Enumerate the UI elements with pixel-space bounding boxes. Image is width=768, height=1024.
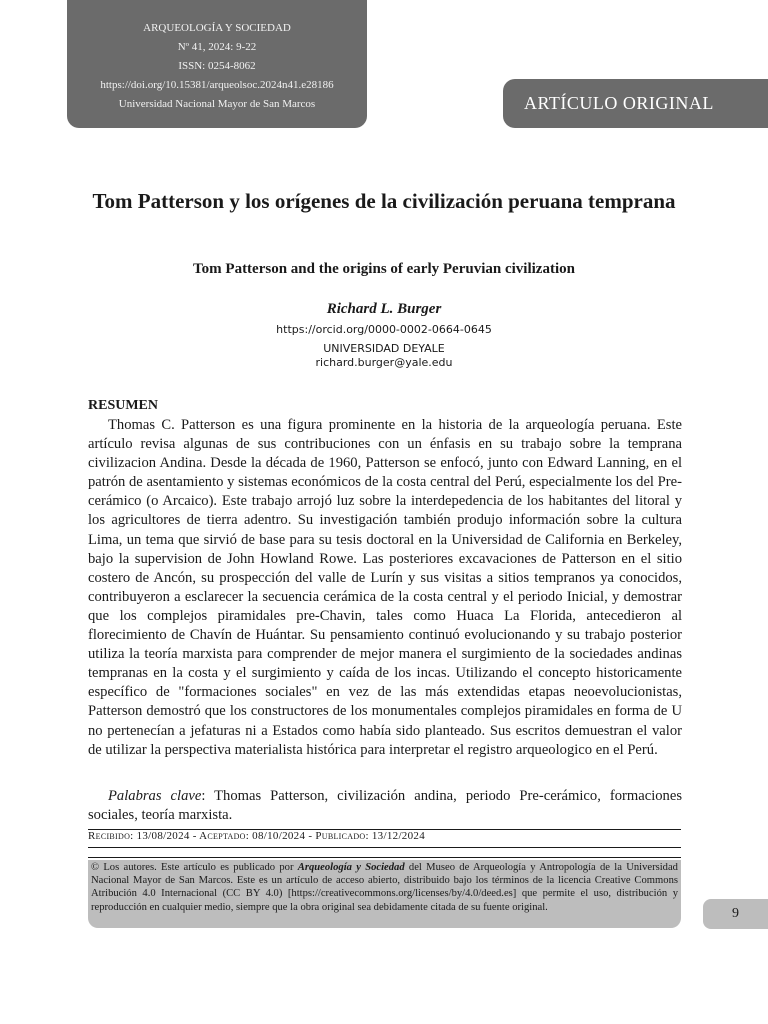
abstract-heading: RESUMEN xyxy=(88,398,159,413)
article-title-english: Tom Patterson and the origins of early Peruvian civilization xyxy=(193,261,575,277)
license-divider xyxy=(88,857,681,858)
keywords-label: Palabras clave xyxy=(108,788,202,804)
license-box xyxy=(88,860,681,928)
journal-issue: Nº 41, 2024: 9-22 xyxy=(177,41,257,53)
keywords-paragraph xyxy=(88,787,682,825)
journal-name: ARQUEOLOGÍA Y SOCIEDAD xyxy=(143,22,291,34)
middle-divider xyxy=(88,847,681,848)
keywords-text: : Thomas Patterson, civilización andina, periodo Pre-cerámico, formaciones sociales, teoría marxista. xyxy=(88,788,682,823)
author-orcid-link[interactable]: https://orcid.org/0000-0002-0664-0645 xyxy=(276,323,492,336)
author-affiliation: UNIVERSIDAD DEYALE xyxy=(323,342,445,355)
abstract-text: Thomas C. Patterson es una figura prominente en la historia de la arqueología peruana. Este artículo revisa algunas de sus contribuciones con un énfasis en su trabajo sobre la temprana civilizacion Andina. Desde la década de 1960, Patterson se enfocó, junto con Edward Lanning, en el patrón de asentamiento y sistemas económicos de la costa central del Perú, especialmente los del Pre-cerámico (o Arcaico). Este trabajo arrojó luz sobre la interdepedencia de los habitantes del litoral y los agricultores de tierra adentro. Su investigación también produjo información sobre la cultura Lima, un tema que sirvió de base para su tesis doctoral en la Universidad de California en Berkeley, bajo la supervision de John Howland Rowe. Las posteriores excavaciones de Patterson en el sitio costero de Ancón, su prospección del valle de Lurín y sus visitas a sitios tempranos ya conocidos, contribuyeron a esclarecer la secuencia cerámica de la costa central y el periodo Inicial, y demostrar que los complejos piramidales pre-Chavin, tales como Huaca La Florida, antecedieron al florecimiento de Chavín de Huántar. Su pensamiento continuó evolucionando y su trabajo posterior utiliza la teoría marxista para comprender de mejor manera el surgimiento de la sociedades andinas tempranas en la costa y el surgimiento y caída de los incas. Utilizando el concepto historicamente específico de "formaciones sociales" en vez de las más extendidas etapas neoevolucionistas, Patterson demostró que los constructores de los monumentales complejos piramidales en forma de U no pertenecían a jefaturas ni a Estados como había sido planteado. Sus escritos demuestran el valor de utilizar la perspectiva materialista histórica para interpretar el registro arqueologico en el Perú. xyxy=(88,417,682,758)
license-prefix: © Los autores. Este artículo es publicado por xyxy=(91,862,298,873)
journal-issn: ISSN: 0254-8062 xyxy=(178,60,256,72)
license-journal-name: Arqueología y Sociedad xyxy=(297,862,405,873)
publication-dates: Recibido: 13/08/2024 - Aceptado: 08/10/2024 - Publicado: 13/12/2024 xyxy=(88,830,425,842)
article-title-spanish: Tom Patterson y los orígenes de la civilización peruana temprana xyxy=(92,189,676,213)
author-email-link[interactable]: richard.burger@yale.edu xyxy=(315,356,453,369)
author-name: Richard L. Burger xyxy=(326,301,442,317)
page-number: 9 xyxy=(703,899,768,929)
journal-info-box xyxy=(67,0,367,128)
journal-university: Universidad Nacional Mayor de San Marcos xyxy=(118,98,316,110)
journal-doi-link[interactable]: https://doi.org/10.15381/arqueolsoc.2024n41.e28186 xyxy=(100,79,334,91)
license-text: del Museo de Arqueología y Antropología de la Universidad Nacional Mayor de San Marcos. Este es un artículo de acceso abierto, distribuido bajo los términos de la licencia Creative Commons Atribución 4.0 Internacional (CC BY 4.0) [https://creativecommons.org/licenses/by/4.0/deed.es] que permite el uso, distribución y reproducción en cualquier medio, siempre que la obra original sea debidamente citada de su fuente original. xyxy=(91,862,678,913)
article-type-badge: ARTÍCULO ORIGINAL xyxy=(503,79,768,128)
